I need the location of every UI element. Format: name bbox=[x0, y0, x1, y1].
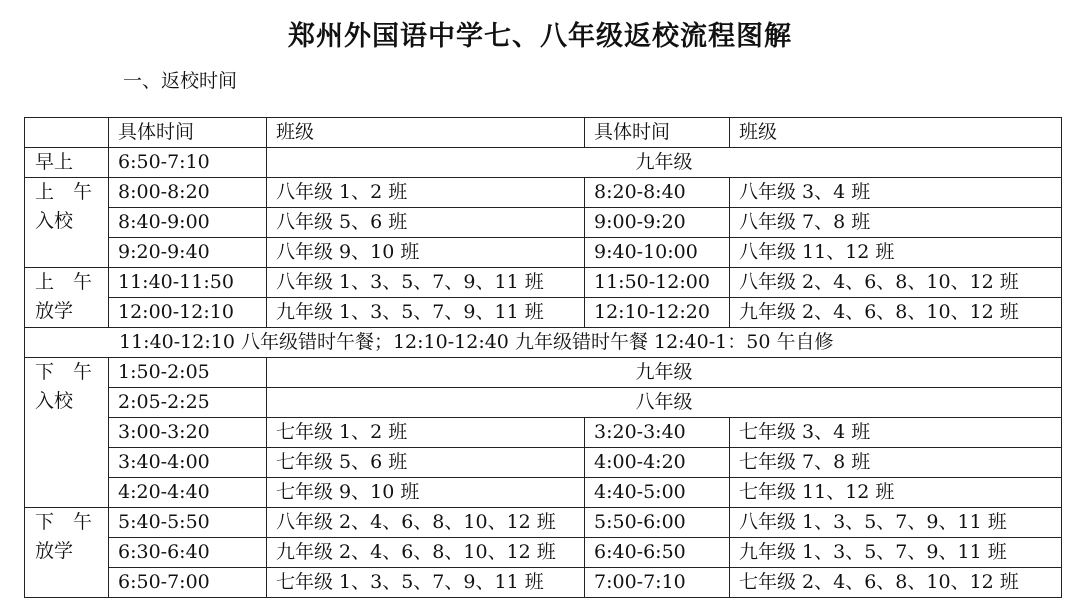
class-cell: 七年级 11、12 班 bbox=[730, 478, 1062, 508]
period-label-am-dismiss bbox=[25, 268, 109, 328]
class-cell: 八年级 2、4、6、8、10、12 班 bbox=[267, 508, 585, 538]
table-row bbox=[25, 388, 1062, 418]
table-row bbox=[25, 328, 1062, 358]
header-class-1: 班级 bbox=[267, 118, 585, 148]
class-cell: 九年级 2、4、6、8、10、12 班 bbox=[730, 298, 1062, 328]
header-time-2: 具体时间 bbox=[585, 118, 730, 148]
table-row bbox=[25, 508, 1062, 538]
time-cell: 3:40-4:00 bbox=[109, 448, 267, 478]
class-cell: 八年级 7、8 班 bbox=[730, 208, 1062, 238]
table-row bbox=[25, 538, 1062, 568]
time-cell: 12:00-12:10 bbox=[109, 298, 267, 328]
table-row bbox=[25, 268, 1062, 298]
period-label-line: 入校 bbox=[35, 210, 74, 232]
time-cell: 4:40-5:00 bbox=[585, 478, 730, 508]
class-cell: 八年级 2、4、6、8、10、12 班 bbox=[730, 268, 1062, 298]
table-header-row bbox=[25, 118, 1062, 148]
period-label-am-entry bbox=[25, 178, 109, 268]
class-cell: 七年级 7、8 班 bbox=[730, 448, 1062, 478]
class-cell: 八年级 5、6 班 bbox=[267, 208, 585, 238]
time-cell: 11:50-12:00 bbox=[585, 268, 730, 298]
time-cell: 6:40-6:50 bbox=[585, 538, 730, 568]
time-cell: 6:30-6:40 bbox=[109, 538, 267, 568]
time-cell: 8:00-8:20 bbox=[109, 178, 267, 208]
class-cell: 八年级 3、4 班 bbox=[730, 178, 1062, 208]
time-cell: 9:00-9:20 bbox=[585, 208, 730, 238]
time-cell: 1:50-2:05 bbox=[109, 358, 267, 388]
time-cell: 6:50-7:00 bbox=[109, 568, 267, 598]
table-row bbox=[25, 208, 1062, 238]
class-cell: 八年级 1、2 班 bbox=[267, 178, 585, 208]
class-cell: 七年级 2、4、6、8、10、12 班 bbox=[730, 568, 1062, 598]
table-row bbox=[25, 178, 1062, 208]
period-label-morning: 早上 bbox=[25, 148, 109, 178]
class-cell: 八年级 9、10 班 bbox=[267, 238, 585, 268]
table-row bbox=[25, 568, 1062, 598]
table-row bbox=[25, 238, 1062, 268]
time-cell: 8:40-9:00 bbox=[109, 208, 267, 238]
time-cell: 3:20-3:40 bbox=[585, 418, 730, 448]
time-cell: 9:20-9:40 bbox=[109, 238, 267, 268]
time-cell: 5:50-6:00 bbox=[585, 508, 730, 538]
document-title: 郑州外国语中学七、八年级返校流程图解 bbox=[288, 21, 792, 52]
schedule-table bbox=[24, 117, 1062, 598]
table-row bbox=[25, 358, 1062, 388]
period-label-line: 上 午 bbox=[35, 271, 93, 293]
period-label-line: 入校 bbox=[35, 390, 74, 412]
time-cell: 11:40-11:50 bbox=[109, 268, 267, 298]
time-cell: 2:05-2:25 bbox=[109, 388, 267, 418]
time-cell: 7:00-7:10 bbox=[585, 568, 730, 598]
table-row bbox=[25, 448, 1062, 478]
class-cell: 七年级 1、2 班 bbox=[267, 418, 585, 448]
period-label-line: 放学 bbox=[35, 300, 74, 322]
class-cell: 八年级 1、3、5、7、9、11 班 bbox=[730, 508, 1062, 538]
class-cell: 八年级 11、12 班 bbox=[730, 238, 1062, 268]
period-label-line: 放学 bbox=[35, 540, 74, 562]
time-cell: 9:40-10:00 bbox=[585, 238, 730, 268]
period-label-line: 上 午 bbox=[35, 181, 93, 203]
table-row bbox=[25, 298, 1062, 328]
time-cell: 4:20-4:40 bbox=[109, 478, 267, 508]
class-cell: 九年级 2、4、6、8、10、12 班 bbox=[267, 538, 585, 568]
header-class-2: 班级 bbox=[730, 118, 1062, 148]
class-cell: 九年级 1、3、5、7、9、11 班 bbox=[730, 538, 1062, 568]
period-label-pm-dismiss bbox=[25, 508, 109, 598]
grade-cell: 九年级 bbox=[267, 148, 1062, 178]
header-time-1: 具体时间 bbox=[109, 118, 267, 148]
period-label-pm-entry bbox=[25, 358, 109, 508]
table-row bbox=[25, 418, 1062, 448]
table-row bbox=[25, 478, 1062, 508]
time-cell: 8:20-8:40 bbox=[585, 178, 730, 208]
time-cell: 3:00-3:20 bbox=[109, 418, 267, 448]
table-row bbox=[25, 148, 1062, 178]
class-cell: 七年级 1、3、5、7、9、11 班 bbox=[267, 568, 585, 598]
class-cell: 九年级 1、3、5、7、9、11 班 bbox=[267, 298, 585, 328]
grade-cell: 八年级 bbox=[267, 388, 1062, 418]
class-cell: 八年级 1、3、5、7、9、11 班 bbox=[267, 268, 585, 298]
lunch-note: 11:40-12:10 八年级错时午餐；12:10-12:40 九年级错时午餐 12:40-1：50 午自修 bbox=[25, 328, 1062, 358]
class-cell: 七年级 5、6 班 bbox=[267, 448, 585, 478]
header-period bbox=[25, 118, 109, 148]
period-label-line: 下 午 bbox=[35, 361, 93, 383]
section-heading: 一、返校时间 bbox=[123, 70, 238, 92]
class-cell: 七年级 3、4 班 bbox=[730, 418, 1062, 448]
time-cell: 6:50-7:10 bbox=[109, 148, 267, 178]
time-cell: 4:00-4:20 bbox=[585, 448, 730, 478]
class-cell: 七年级 9、10 班 bbox=[267, 478, 585, 508]
period-label-line: 下 午 bbox=[35, 511, 93, 533]
time-cell: 12:10-12:20 bbox=[585, 298, 730, 328]
time-cell: 5:40-5:50 bbox=[109, 508, 267, 538]
grade-cell: 九年级 bbox=[267, 358, 1062, 388]
